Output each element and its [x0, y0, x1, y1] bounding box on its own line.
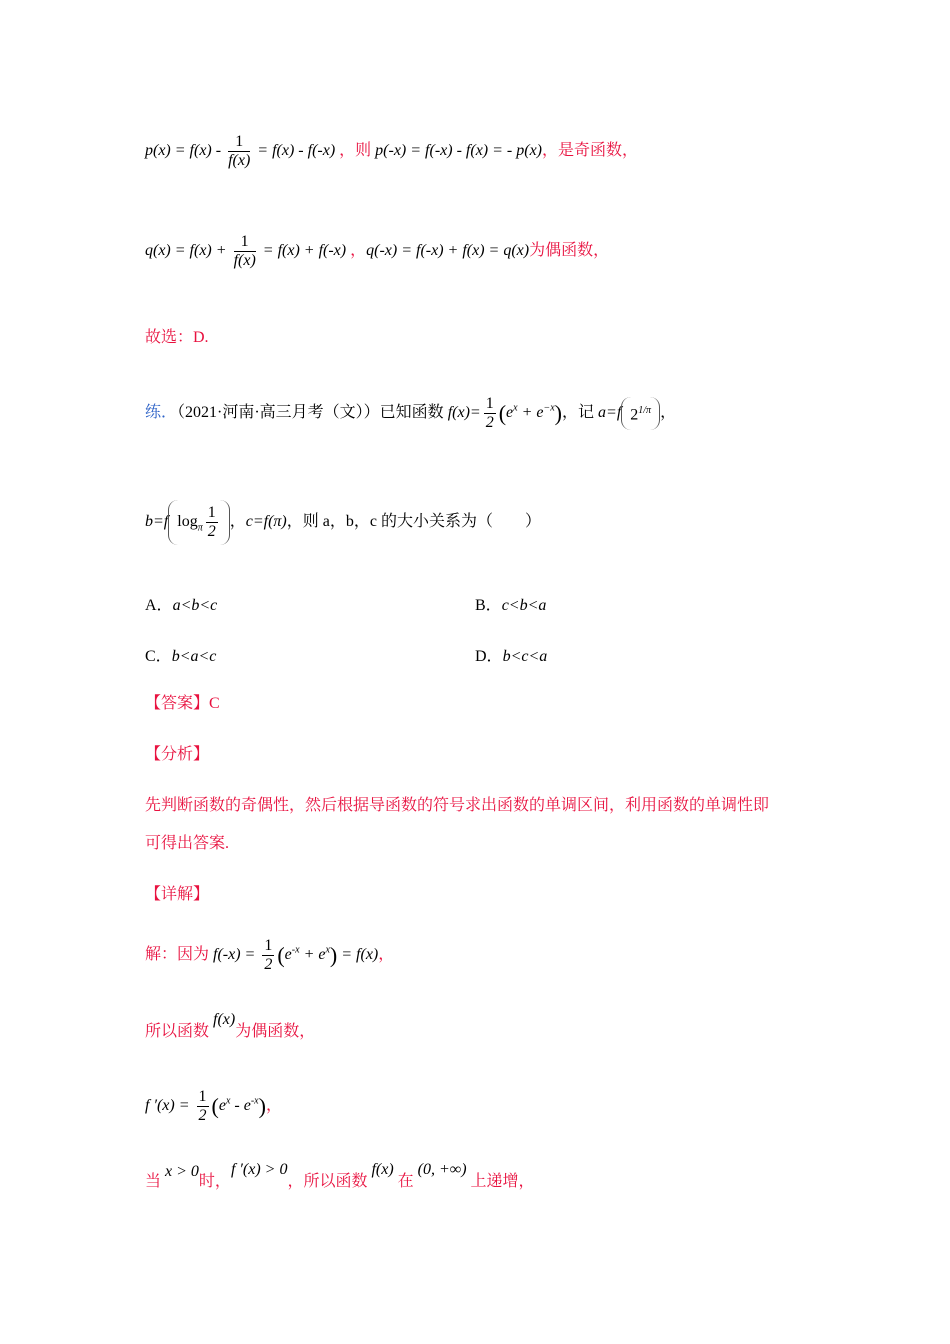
practice-question-line1: 练．（2021·河南·高三月考（文））已知函数 f(x)= $\frac{1}{2}$ $(e^x + e^{-x})$，记 a=f $2^{1/\pi}$ ， — [145, 395, 677, 431]
option-c[interactable]: C．b<a<c — [145, 648, 217, 665]
question-ask: ，则 a，b，c 的大小关系为（ ） — [286, 513, 541, 531]
solution-line-p: p(x) = f(x) - $\frac{1}{f(x)}$ = f(x) - f(-x) ，则 p(-x) = f(-x) - f(x) = - p(x)，是奇函数， — [145, 133, 639, 169]
q-definition: q(x) = f(x) + $\frac{1}{f(x)}$ = f(x) + f(-x) — [145, 233, 347, 269]
analysis-tag: 【分析】 — [145, 746, 210, 763]
q-even-check: q(-x) = f(-x) + f(x) = q(x) — [366, 242, 530, 260]
option-a[interactable]: A．a<b<c — [145, 597, 218, 614]
practice-question-line2: b=f $\log_\pi$ $\frac{1}{2}$ ，c=f(π)，则 a，b，c 的大小关系为（ ） — [145, 500, 541, 545]
c-definition: c=f(π) — [245, 513, 287, 531]
detail-tag: 【详解】 — [145, 886, 210, 903]
detail-step-1: 解：因为 f(-x) = $\frac{1}{2}$ $(e^{-x} + e^x) = f(x)$， — [145, 937, 395, 973]
analysis-text-2: 可得出答案. — [145, 835, 230, 852]
solution-line-q: q(x) = f(x) + $\frac{1}{f(x)}$ = f(x) + f(-x) ，q(-x) = f(-x) + f(x) = q(x)为偶函数， — [145, 233, 610, 269]
b-definition: b=f $\log_\pi$ $\frac{1}{2}$ — [145, 513, 230, 530]
a-definition: a=f $2^{1/\pi}$ — [598, 404, 660, 421]
fraction: $\frac{1}{f(x)}$ — [233, 233, 256, 269]
p-definition: p(x) = f(x) - $\frac{1}{f(x)}$ = f(x) - f(-x) — [145, 133, 336, 169]
function-definition: f(x)= $\frac{1}{2}$ $(e^x + e^{-x})$ — [447, 395, 562, 431]
detail-step-4: 当 x > 0时，f ′(x) > 0，所以函数 f(x) 在 (0, +∞) 上递增， — [145, 1161, 535, 1190]
detail-step-2: 所以函数 f(x)为偶函数， — [145, 1011, 316, 1040]
question-source: （2021·河南·高三月考（文））已知函数 — [177, 404, 448, 422]
practice-prefix: 练． — [145, 404, 178, 422]
analysis-text-1: 先判断函数的奇偶性，然后根据导函数的符号求出函数的单调区间，利用函数的单调性即 — [145, 797, 770, 814]
p-odd-check: p(-x) = f(-x) - f(x) = - p(x) — [375, 142, 542, 160]
option-d[interactable]: D．b<c<a — [475, 648, 548, 665]
fraction: $\frac{1}{f(x)}$ — [228, 133, 251, 169]
answer: 【答案】C — [145, 695, 220, 712]
option-b[interactable]: B．c<b<a — [475, 597, 547, 614]
detail-step-3: f ′(x) = $\frac{1}{2}$ $(e^x - e^{-x})$， — [145, 1088, 282, 1124]
choose-answer: 故选：D. — [145, 329, 209, 346]
